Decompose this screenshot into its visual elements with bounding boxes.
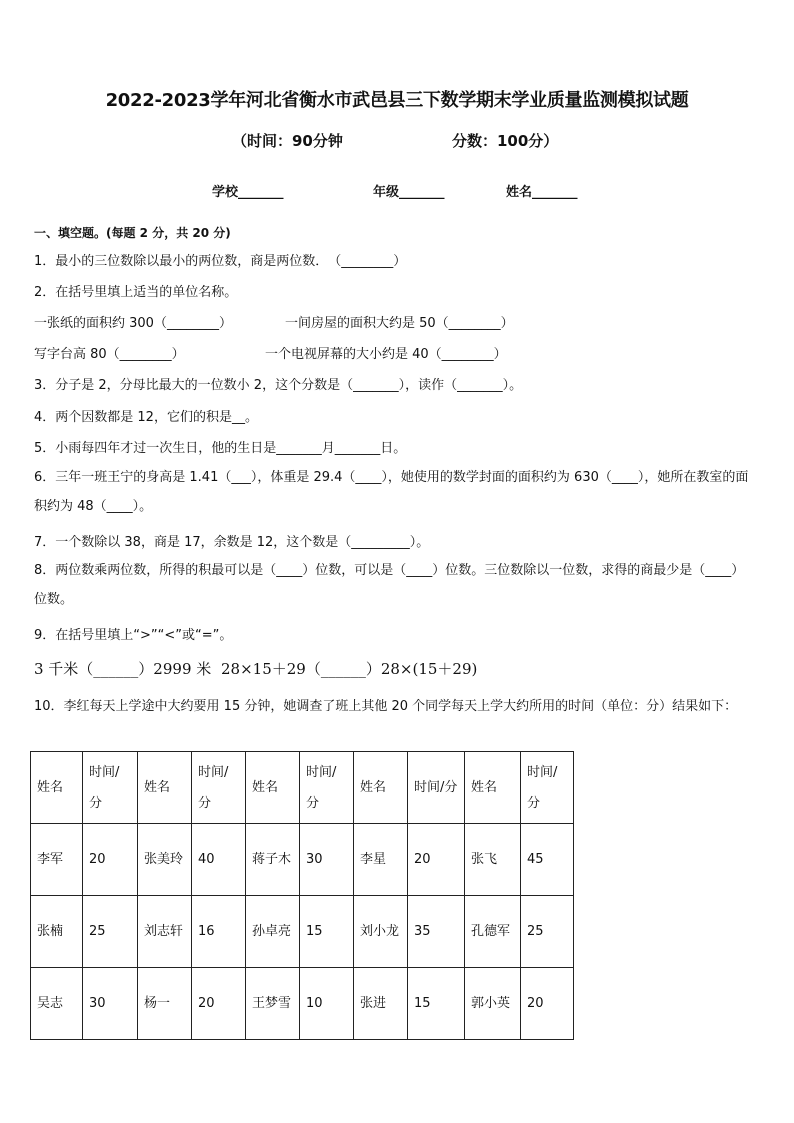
- header-cell: 姓名: [31, 752, 83, 824]
- grade-field: 年级_______: [373, 185, 445, 200]
- question-9: 9．在括号里填上“>”“<”或“=”。: [34, 628, 233, 643]
- exam-time: （时间：90分钟: [232, 132, 343, 150]
- question-6: 6．三年一班王宁的身高是 1.41（___），体重是 29.4（____），她使用的数学封面的面积约为 630（____），她所在教室的面积约为 48（____）。: [34, 470, 749, 514]
- table-cell: 郭小英: [465, 968, 521, 1040]
- table-cell: 40: [192, 824, 246, 896]
- table-row: [31, 968, 574, 1040]
- table-cell: 35: [408, 896, 465, 968]
- header-cell: 时间/分: [83, 752, 138, 824]
- table-cell: 张楠: [31, 896, 83, 968]
- question-9-item-a: 3 千米（______）2999 米: [34, 660, 212, 678]
- question-3: 3．分子是 2，分母比最大的一位数小 2，这个分数是（_______），读作（_______）。: [34, 378, 523, 393]
- table-cell: 刘小龙: [354, 896, 408, 968]
- header-cell: 时间/分: [300, 752, 354, 824]
- table-cell: 张飞: [465, 824, 521, 896]
- header-cell: 时间/分: [192, 752, 246, 824]
- table-row: [31, 824, 574, 896]
- table-cell: 20: [83, 824, 138, 896]
- question-2-item-c: 写字台高 80（________）: [34, 347, 185, 362]
- table-cell: 20: [192, 968, 246, 1040]
- table-cell: 15: [300, 896, 354, 968]
- question-8: 8．两位数乘两位数，所得的积最可以是（____）位数，可以是（____）位数。三位数除以一位数，求得的商最少是（____）位数。: [34, 563, 745, 607]
- header-cell: 时间/分: [408, 752, 465, 824]
- table-cell: 25: [521, 896, 574, 968]
- header-cell: 姓名: [465, 752, 521, 824]
- table-cell: 张进: [354, 968, 408, 1040]
- question-2: 2．在括号里填上适当的单位名称。: [34, 285, 238, 300]
- table-cell: 15: [408, 968, 465, 1040]
- table-cell: 20: [408, 824, 465, 896]
- question-2-item-d: 一个电视屏幕的大小约是 40（________）: [265, 347, 507, 362]
- table-cell: 16: [192, 896, 246, 968]
- table-cell: 25: [83, 896, 138, 968]
- table-cell: 杨一: [138, 968, 192, 1040]
- header-cell: 姓名: [138, 752, 192, 824]
- header-cell: 姓名: [246, 752, 300, 824]
- question-1: 1．最小的三位数除以最小的两位数，商是两位数． （________）: [34, 254, 407, 269]
- table-row: [31, 896, 574, 968]
- table-cell: 吴志: [31, 968, 83, 1040]
- table-cell: 李星: [354, 824, 408, 896]
- table-cell: 30: [83, 968, 138, 1040]
- table-header-row: [31, 752, 574, 824]
- question-9-item-b: 28×15＋29（______）28×(15＋29): [221, 660, 478, 678]
- header-cell: 姓名: [354, 752, 408, 824]
- table-cell: 李军: [31, 824, 83, 896]
- table-cell: 30: [300, 824, 354, 896]
- question-5: 5．小雨每四年才过一次生日，他的生日是_______月_______日。: [34, 441, 407, 456]
- table-cell: 45: [521, 824, 574, 896]
- question-10: 10．李红每天上学途中大约要用 15 分钟，她调查了班上其他 20 个同学每天上学大约所用的时间（单位：分）结果如下：: [34, 699, 738, 714]
- exam-score: 分数：100分）: [452, 132, 559, 150]
- question-2-item-b: 一间房屋的面积大约是 50（________）: [285, 316, 514, 331]
- table-cell: 蒋子木: [246, 824, 300, 896]
- section-heading: 一、填空题。(每题 2 分，共 20 分): [34, 226, 231, 240]
- table-cell: 20: [521, 968, 574, 1040]
- question-4: 4．两个因数都是 12，它们的积是__。: [34, 410, 258, 425]
- table-cell: 孙卓亮: [246, 896, 300, 968]
- table-cell: 孔德军: [465, 896, 521, 968]
- table-cell: 张美玲: [138, 824, 192, 896]
- table-cell: 10: [300, 968, 354, 1040]
- table-cell: 刘志轩: [138, 896, 192, 968]
- school-field: 学校_______: [212, 185, 284, 200]
- table-cell: 王梦雪: [246, 968, 300, 1040]
- page-title: 2022-2023学年河北省衡水市武邑县三下数学期末学业质量监测模拟试题: [105, 90, 689, 111]
- student-name-field: 姓名_______: [506, 185, 578, 200]
- commute-time-table: [30, 751, 574, 1040]
- question-7: 7．一个数除以 38，商是 17，余数是 12，这个数是（_________）。: [34, 535, 430, 550]
- header-cell: 时间/分: [521, 752, 574, 824]
- question-2-item-a: 一张纸的面积约 300（________）: [34, 316, 232, 331]
